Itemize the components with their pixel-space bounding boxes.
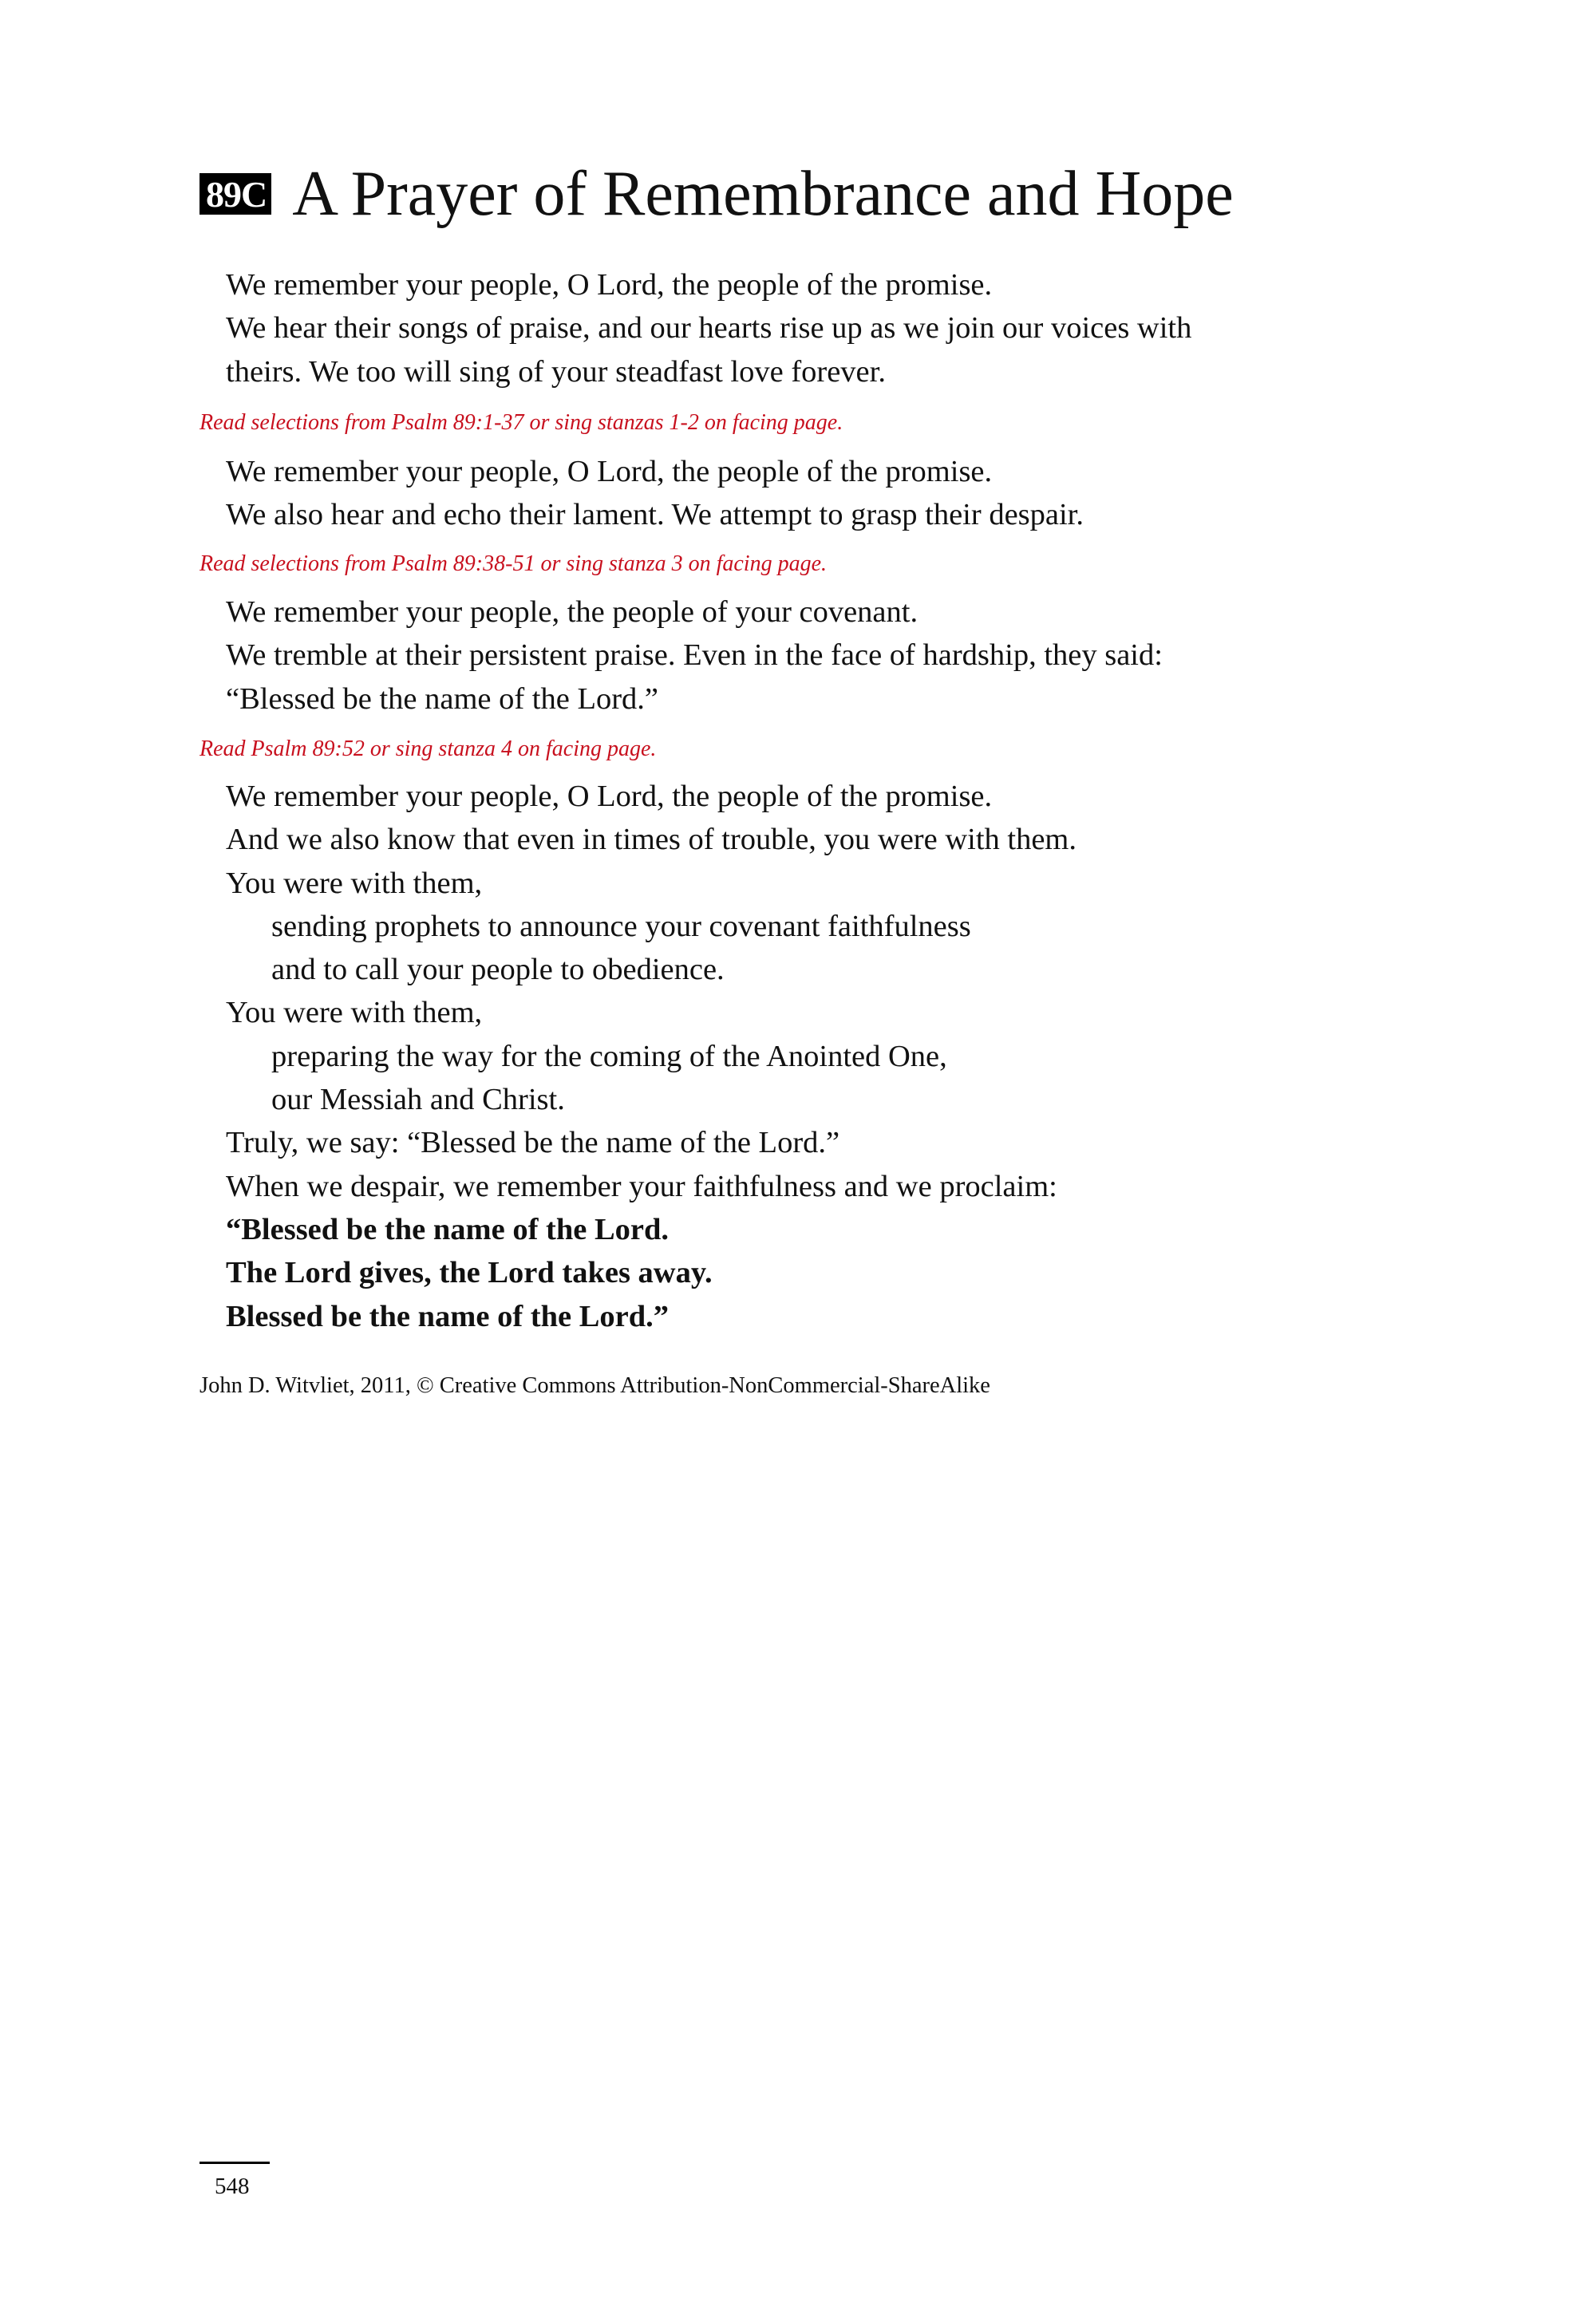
rubric-2: Read selections from Psalm 89:38-51 or sing stanza 3 on facing page. (200, 551, 828, 576)
prayer-line: We hear their songs of praise, and our hearts rise up as we join our voices with (226, 311, 1192, 346)
prayer-line: And we also know that even in times of trouble, you were with them. (226, 823, 1077, 857)
footer-rule (200, 2162, 270, 2164)
prayer-line: You were with them, (226, 996, 483, 1030)
prayer-line: theirs. We too will sing of your steadfast love forever. (226, 354, 886, 389)
number-badge: 89C (200, 173, 271, 215)
prayer-line-indented: and to call your people to obedience. (271, 953, 725, 987)
prayer-line: Truly, we say: “Blessed be the name of the Lord.” (226, 1126, 840, 1160)
prayer-line: We tremble at their persistent praise. Even in the face of hardship, they said: (226, 638, 1163, 673)
prayer-line-indented: preparing the way for the coming of the Anointed One, (271, 1039, 947, 1073)
response-line: The Lord gives, the Lord takes away. (226, 1256, 713, 1290)
page-title: A Prayer of Remembrance and Hope (292, 159, 1234, 229)
response-line: Blessed be the name of the Lord.” (226, 1299, 670, 1333)
prayer-line-indented: sending prophets to announce your covenant faithfulness (271, 909, 971, 943)
prayer-line: We remember your people, O Lord, the people of the promise. (226, 268, 993, 302)
prayer-line: “Blessed be the name of the Lord.” (226, 681, 659, 716)
credit-line: John D. Witvliet, 2011, © Creative Commons Attribution-NonCommercial-ShareAlike (200, 1373, 990, 1398)
prayer-section-4 (226, 775, 1077, 1338)
rubric-1: Read selections from Psalm 89:1-37 or sing stanzas 1-2 on facing page. (200, 410, 843, 435)
prayer-section-3 (226, 590, 1163, 721)
prayer-line-indented: our Messiah and Christ. (271, 1083, 565, 1117)
prayer-line: We remember your people, O Lord, the people of the promise. (226, 455, 993, 488)
page-number: 548 (215, 2174, 250, 2199)
prayer-section-1 (226, 263, 1191, 393)
prayer-line: When we despair, we remember your faithfulness and we proclaim: (226, 1169, 1057, 1203)
prayer-section-2 (226, 450, 1084, 537)
prayer-line: We remember your people, the people of your covenant. (226, 595, 918, 629)
heading (200, 156, 1234, 232)
prayer-line: We also hear and echo their lament. We attempt to grasp their despair. (226, 498, 1084, 532)
prayer-line: We remember your people, O Lord, the people of the promise. (226, 780, 993, 813)
prayer-line: You were with them, (226, 866, 483, 900)
response-line: “Blessed be the name of the Lord. (226, 1212, 670, 1246)
rubric-3: Read Psalm 89:52 or sing stanza 4 on facing page. (200, 736, 657, 761)
